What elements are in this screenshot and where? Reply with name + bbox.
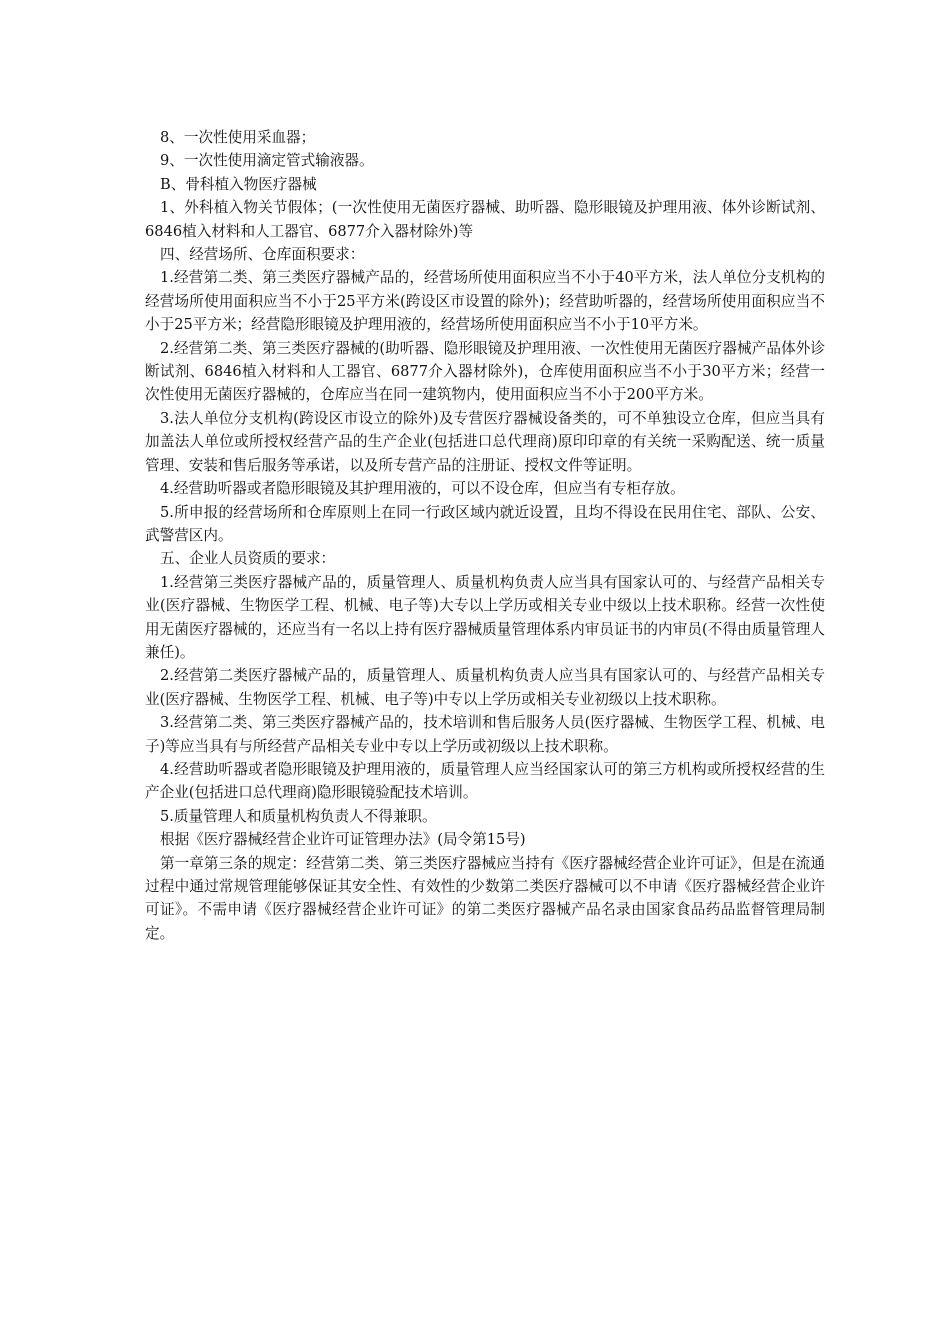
paragraph: 1、外科植入物关节假体；(一次性使用无菌医疗器械、助听器、隐形眼镜及护理用液、体外诊断试剂、6846植入材料和人工器官、6877介入器材除外)等 xyxy=(145,199,825,240)
paragraph: 3.经营第二类、第三类医疗器械产品的，技术培训和售后服务人员(医疗器械、生物医学工程、机械、电子)等应当具有与所经营产品相关专业中专以上学历或初级以上技术职称。 xyxy=(145,714,825,755)
paragraph: 1.经营第二类、第三类医疗器械产品的，经营场所使用面积应当不小于40平方米，法人单位分支机构的经营场所使用面积应当不小于25平方米(跨设区市设置的除外)；经营助听器的，经营场所使用面积应当不小于25平方米；经营隐形眼镜及护理用液的，经营场所使用面积应当不小于10平方米。 xyxy=(145,269,825,334)
paragraph: 1.经营第三类医疗器械产品的，质量管理人、质量机构负责人应当具有国家认可的、与经营产品相关专业(医疗器械、生物医学工程、机械、电子等)大专以上学历或相关专业中级以上技术职称。经营一次性使用无菌医疗器械的，还应当有一名以上持有医疗器械质量管理体系内审员证书的内审员(不得由质量管理人兼任)。 xyxy=(145,573,825,661)
paragraph: 5.质量管理人和质量机构负责人不得兼职。 xyxy=(160,807,437,825)
paragraph: 5.所申报的经营场所和仓库原则上在同一行政区域内就近设置，且均不得设在民用住宅、部队、公安、武警营区内。 xyxy=(145,503,825,544)
paragraph: B、骨科植入物医疗器械 xyxy=(160,175,317,193)
paragraph: 3.法人单位分支机构(跨设区市设立的除外)及专营医疗器械设备类的，可不单独设立仓库，但应当具有加盖法人单位或所授权经营产品的生产企业(包括进口总代理商)原印印章的有关统一采购配送、统一质量管理、安装和售后服务等承诺，以及所专营产品的注册证、授权文件等证明。 xyxy=(145,409,825,474)
paragraph: 2.经营第二类医疗器械产品的，质量管理人、质量机构负责人应当具有国家认可的、与经营产品相关专业(医疗器械、生物医学工程、机械、电子等)中专以上学历或相关专业初级以上技术职称。 xyxy=(145,667,825,708)
paragraph: 4.经营助听器或者隐形眼镜及护理用液的，质量管理人应当经国家认可的第三方机构或所授权经营的生产企业(包括进口总代理商)隐形眼镜验配技术培训。 xyxy=(145,760,825,802)
paragraph: 根据《医疗器械经营企业许可证管理办法》(局令第15号) xyxy=(160,831,526,849)
paragraph: 第一章第三条的规定：经营第二类、第三类医疗器械应当持有《医疗器械经营企业许可证》，但是在流通过程中通过常规管理能够保证其安全性、有效性的少数第二类医疗器械可以不申请《医疗器械经营企业许可证》。不需申请《医疗器械经营企业许可证》的第二类医疗器械产品名录由国家食品药品监督管理局制定。 xyxy=(145,854,825,942)
paragraph: 4.经营助听器或者隐形眼镜及其护理用液的，可以不设仓库，但应当有专柜存放。 xyxy=(160,480,685,498)
document-body xyxy=(145,126,825,945)
paragraph: 9、一次性使用滴定管式输液器。 xyxy=(160,152,374,170)
paragraph: 8、一次性使用采血器； xyxy=(160,129,316,146)
paragraph: 2.经营第二类、第三类医疗器械的(助听器、隐形眼镜及护理用液、一次性使用无菌医疗器械产品体外诊断试剂、6846植入材料和人工器官、6877介入器材除外)，仓库使用面积应当不小于30平方米；经营一次性使用无菌医疗器械的，仓库应当在同一建筑物内，使用面积应当不小于200平方米。 xyxy=(145,339,825,404)
paragraph: 五、企业人员资质的要求： xyxy=(160,550,336,568)
paragraph: 四、经营场所、仓库面积要求： xyxy=(160,246,365,264)
